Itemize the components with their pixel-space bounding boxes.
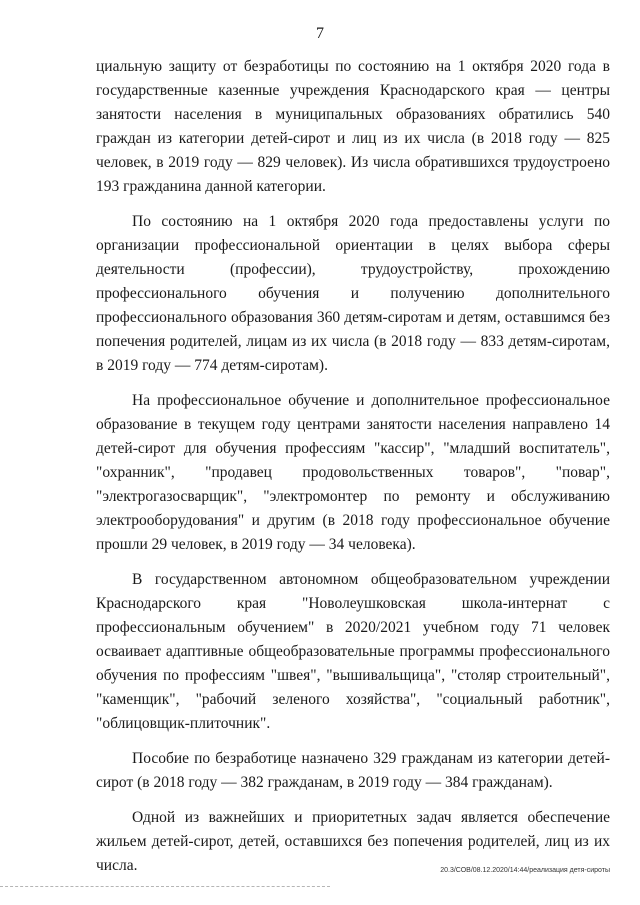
paragraph-unemployment-protection: циальную защиту от безработицы по состоянию на 1 октября 2020 года в государственные казенные учреждения Краснодарского края — центры занятости населения в муниципальных образованиях обратились 540 граждан из категории детей-сирот и лиц из их числа (в 2018 году — 825 человек, в 2019 году — 829 человек). Из числа обратившихся трудоустроено 193 гражданина данной категории. <box>96 58 610 195</box>
document-body <box>96 55 610 889</box>
page-number: 7 <box>316 25 324 42</box>
paragraph-unemployment-benefit: Пособие по безработице назначено 329 гражданам из категории детей-сирот (в 2018 году — 382 гражданам, в 2019 году — 384 гражданам). <box>96 750 610 791</box>
paragraph-boarding-school: В государственном автономном общеобразовательном учреждении Краснодарского края "Новолеушковская школа-интернат с профессиональным обучением" в 2020/2021 учебном году 71 человек осваивает адаптивные общеобразовательные программы профессионального обучения по профессиям "швея", "вышивальщица", "столяр строительный", "каменщик", "рабочий зеленого хозяйства", "социальный работник", "облицовщик-плиточник". <box>96 571 610 732</box>
paragraph-housing-priority: Одной из важнейших и приоритетных задач является обеспечение жильем детей-сирот, детей, оставшихся без попечения родителей, лиц из их числа. <box>96 809 610 874</box>
footer-document-code: 20.3/СОВ/08.12.2020/14:44/реализация детя-сироты <box>440 867 610 874</box>
paragraph-vocational-training: На профессиональное обучение и дополнительное профессиональное образование в текущем году центрами занятости населения направлено 14 детей-сирот для обучения профессиям "кассир", "младший воспитатель", "охранник", "продавец продовольственных товаров", "повар", "электрогазосварщик", "электромонтер по ремонту и обслуживанию электрооборудования" и другим (в 2018 году профессиональное обучение прошли 29 человек, в 2019 году — 34 человека). <box>96 392 610 553</box>
paragraph-career-guidance: По состоянию на 1 октября 2020 года предоставлены услуги по организации профессиональной ориентации в целях выбора сферы деятельности (профессии), трудоустройству, прохождению профессионального обучения и получению дополнительного профессионального образования 360 детям-сиротам и детям, оставшимся без попечения родителей, лицам из их числа (в 2018 году — 833 детям-сиротам, в 2019 году — 774 детям-сиротам). <box>96 213 610 374</box>
scan-artifact-line <box>0 886 330 887</box>
